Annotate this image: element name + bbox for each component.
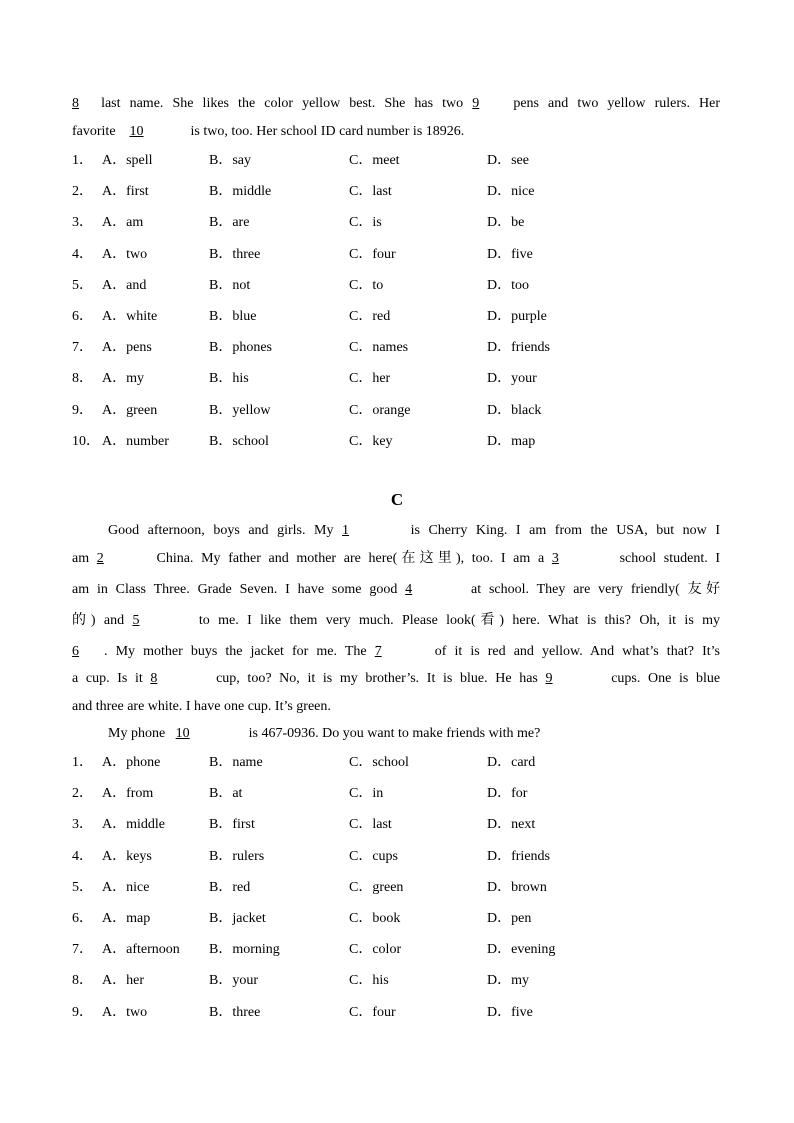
passage-text: is two, too. Her school ID card number is 18926.: [190, 124, 465, 139]
question-number: 8．: [72, 973, 93, 989]
option-c[interactable]: C．cups: [349, 848, 398, 864]
option-b[interactable]: B．jacket: [209, 911, 266, 926]
option-d[interactable]: D．see: [487, 153, 529, 168]
option-a[interactable]: A．afternoon: [102, 942, 180, 958]
question-number: 6．: [72, 911, 93, 926]
option-a[interactable]: A．her: [102, 973, 144, 989]
question-number: 1．: [72, 755, 93, 770]
blank-10: 10: [175, 726, 190, 741]
option-d[interactable]: D．brown: [487, 879, 547, 895]
passage-text: at school. They are very friendly( 友好: [471, 582, 720, 597]
option-d[interactable]: D．five: [487, 1004, 533, 1020]
question-number: 3．: [72, 215, 93, 231]
question-number: 5．: [72, 277, 93, 293]
question-number: 10．: [72, 433, 100, 449]
option-c[interactable]: C．school: [349, 755, 409, 770]
option-d[interactable]: D．black: [487, 402, 542, 418]
blank-7: 7: [374, 644, 382, 659]
option-a[interactable]: A．white: [102, 309, 158, 324]
option-d[interactable]: D．nice: [487, 184, 535, 200]
blank-8: 8: [150, 671, 158, 686]
passage-text: . My mother buys the jacket for me. The: [104, 644, 367, 659]
option-a[interactable]: A．phone: [102, 755, 161, 770]
question-number: 2．: [72, 184, 93, 200]
passage-text: is 467-0936. Do you want to make friends with me?: [248, 726, 541, 741]
blank-5: 5: [132, 613, 140, 628]
passage-b-line-1: [72, 94, 720, 114]
option-a[interactable]: A．middle: [102, 817, 165, 833]
passage-text: am in Class Three. Grade Seven. I have some good: [72, 582, 398, 597]
option-a[interactable]: A．map: [102, 911, 151, 926]
passage-c-line-1: [72, 521, 720, 541]
passage-c-line-5: [72, 642, 720, 662]
question-number: 8．: [72, 371, 93, 387]
question-number: 9．: [72, 402, 93, 418]
question-number: 7．: [72, 942, 93, 958]
passage-text: favorite: [72, 124, 116, 139]
question-number: 2．: [72, 786, 93, 802]
passage-c-line-8: [72, 724, 720, 744]
option-c[interactable]: C．color: [349, 942, 402, 958]
blank-8: 8: [72, 96, 79, 111]
option-a[interactable]: A．am: [102, 215, 144, 231]
option-d[interactable]: D．be: [487, 215, 525, 231]
option-c[interactable]: C．meet: [349, 153, 400, 168]
option-d[interactable]: D．card: [487, 755, 536, 770]
option-b[interactable]: B．morning: [209, 942, 280, 958]
passage-text: cup, too? No, it is my brother’s. It is blue. He has: [216, 671, 538, 686]
option-c[interactable]: C．is: [349, 215, 382, 231]
option-d[interactable]: D．evening: [487, 942, 556, 958]
option-c[interactable]: C．key: [349, 433, 393, 449]
passage-text: Good afternoon, boys and girls. My: [108, 523, 334, 538]
option-b[interactable]: B．middle: [209, 184, 272, 200]
passage-text: pens and two yellow rulers. Her: [513, 96, 721, 111]
option-b[interactable]: B．say: [209, 153, 251, 168]
question-number: 3．: [72, 817, 93, 833]
passage-b-line-2: [72, 122, 720, 142]
question-number: 1．: [72, 153, 93, 168]
option-b[interactable]: B．his: [209, 371, 249, 387]
option-c[interactable]: C．book: [349, 911, 401, 926]
option-c[interactable]: C．last: [349, 184, 392, 200]
option-a[interactable]: A．two: [102, 1004, 148, 1020]
option-c[interactable]: C．red: [349, 309, 391, 324]
option-b[interactable]: B．rulers: [209, 848, 265, 864]
passage-text: cups. One is blue: [611, 671, 721, 686]
option-c[interactable]: C．names: [349, 340, 409, 356]
option-b[interactable]: B．not: [209, 277, 251, 293]
passage-text: My phone: [108, 726, 166, 741]
option-c[interactable]: C．last: [349, 817, 392, 833]
passage-text: a cup. Is it: [72, 671, 143, 686]
blank-10: 10: [129, 124, 144, 139]
option-c[interactable]: C．orange: [349, 402, 411, 418]
option-b[interactable]: B．red: [209, 879, 251, 895]
option-c[interactable]: C．four: [349, 246, 396, 262]
option-a[interactable]: A．from: [102, 786, 154, 802]
option-a[interactable]: A．pens: [102, 340, 152, 356]
option-b[interactable]: B．your: [209, 973, 258, 989]
question-number: 4．: [72, 848, 93, 864]
passage-text: am: [72, 551, 90, 566]
option-d[interactable]: D．map: [487, 433, 536, 449]
option-a[interactable]: A．green: [102, 402, 158, 418]
question-number: 4．: [72, 246, 93, 262]
passage-c-line-3: [72, 580, 720, 600]
option-a[interactable]: A．two: [102, 246, 148, 262]
question-number: 5．: [72, 879, 93, 895]
option-b[interactable]: B．phones: [209, 340, 272, 356]
option-b[interactable]: B．are: [209, 215, 250, 231]
option-c[interactable]: C．green: [349, 879, 404, 895]
option-d[interactable]: D．pen: [487, 911, 532, 926]
blank-6: 6: [72, 644, 79, 659]
blank-2: 2: [96, 551, 104, 566]
option-d[interactable]: D．five: [487, 246, 533, 262]
option-c[interactable]: C．in: [349, 786, 384, 802]
option-a[interactable]: A．first: [102, 184, 149, 200]
option-b[interactable]: B．blue: [209, 309, 257, 324]
question-number: 6．: [72, 309, 93, 324]
option-b[interactable]: B．three: [209, 1004, 261, 1020]
option-d[interactable]: D．too: [487, 277, 529, 293]
passage-text: of it is red and yellow. And what’s that? It’s: [434, 644, 720, 659]
blank-1: 1: [342, 523, 350, 538]
passage-c-line-2: [72, 549, 720, 569]
option-b[interactable]: B．three: [209, 246, 261, 262]
passage-c-line-4: [72, 611, 720, 631]
blank-3: 3: [551, 551, 559, 566]
passage-text: is Cherry King. I am from the USA, but now I: [410, 523, 720, 538]
option-a[interactable]: A．spell: [102, 153, 153, 168]
option-c[interactable]: C．four: [349, 1004, 396, 1020]
passage-text: and three are white. I have one cup. It’s green.: [72, 699, 331, 714]
passage-text: last name. She likes the color yellow best. She has two: [101, 96, 464, 111]
passage-text: China. My father and mother are here(在这里), too. I am a: [156, 551, 545, 566]
option-d[interactable]: D．your: [487, 371, 537, 387]
option-b[interactable]: B．yellow: [209, 402, 271, 418]
passage-text: 的) and: [72, 613, 125, 628]
passage-c-line-7: [72, 697, 720, 717]
option-a[interactable]: A．nice: [102, 879, 150, 895]
option-b[interactable]: B．first: [209, 817, 255, 833]
option-b[interactable]: B．name: [209, 755, 263, 770]
option-c[interactable]: C．her: [349, 371, 391, 387]
blank-9: 9: [545, 671, 553, 686]
passage-c-line-6: [72, 669, 720, 689]
option-c[interactable]: C．his: [349, 973, 389, 989]
option-d[interactable]: D．next: [487, 817, 536, 833]
question-number: 9．: [72, 1004, 93, 1020]
option-c[interactable]: C．to: [349, 277, 384, 293]
option-a[interactable]: A．keys: [102, 848, 152, 864]
option-d[interactable]: D．purple: [487, 309, 547, 324]
blank-4: 4: [405, 582, 413, 597]
option-d[interactable]: D．for: [487, 786, 528, 802]
option-a[interactable]: A．number: [102, 433, 169, 449]
option-d[interactable]: D．my: [487, 973, 529, 989]
passage-text: school student. I: [619, 551, 721, 566]
passage-text: to me. I like them very much. Please look(看) here. What is this? Oh, it is my: [198, 613, 721, 628]
option-d[interactable]: D．friends: [487, 848, 550, 864]
blank-9: 9: [472, 96, 480, 111]
option-a[interactable]: A．and: [102, 277, 147, 293]
option-b[interactable]: B．school: [209, 433, 269, 449]
section-heading: C: [390, 490, 404, 509]
option-b[interactable]: B．at: [209, 786, 243, 802]
option-d[interactable]: D．friends: [487, 340, 550, 356]
question-number: 7．: [72, 340, 93, 356]
option-a[interactable]: A．my: [102, 371, 144, 387]
